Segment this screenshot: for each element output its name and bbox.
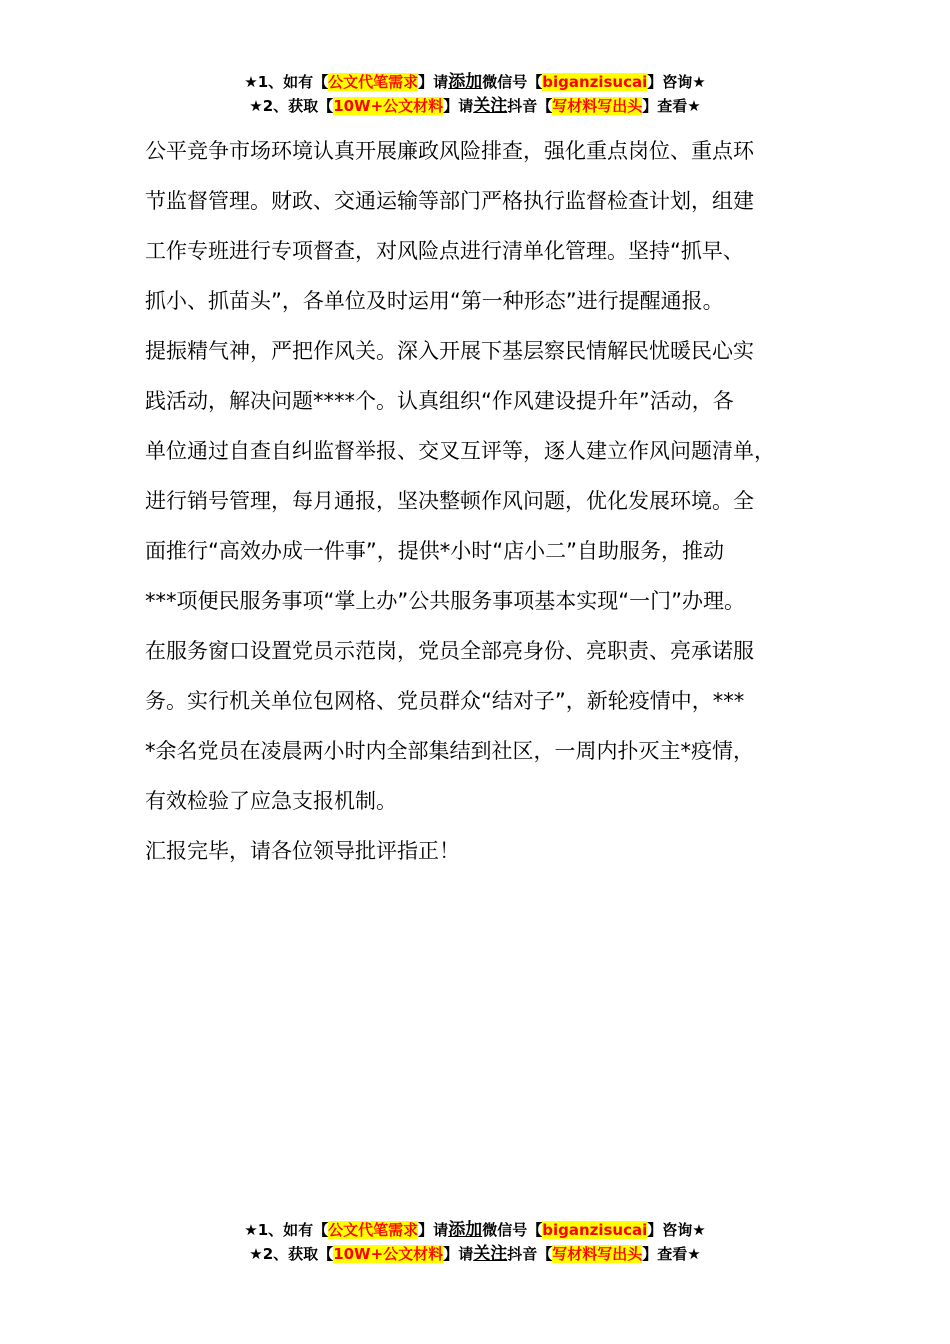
banner-line-1	[0, 70, 950, 94]
banner-text: ★2、获取【	[249, 97, 334, 115]
body-line: ***项便民服务事项“掌上办”公共服务事项基本实现“一门”办理。	[145, 589, 746, 613]
header-banner	[0, 70, 950, 118]
banner-line-2	[0, 1242, 950, 1266]
banner-text: 】咨询★	[647, 73, 706, 91]
highlight-douyin-account: 写材料写出头	[552, 97, 643, 115]
footer-banner	[0, 1218, 950, 1266]
highlight-materials: 10W+公文材料	[333, 1245, 444, 1263]
body-line: *余名党员在凌晨两小时内全部集结到社区，一周内扑灭主*疫情，	[145, 739, 754, 763]
body-line: 公平竞争市场环境认真开展廉政风险排查，强化重点岗位、重点环	[145, 139, 754, 163]
highlight-service: 公文代笔需求	[328, 73, 419, 91]
highlight-douyin-account: 写材料写出头	[552, 1245, 643, 1263]
banner-text: 】咨询★	[647, 1221, 706, 1239]
body-line: 提振精气神，严把作风关。深入开展下基层察民情解民忧暖民心实	[145, 339, 754, 363]
highlight-wechat-id: biganzisucai	[542, 73, 648, 91]
body-line: 在服务窗口设置党员示范岗，党员全部亮身份、亮职责、亮承诺服	[145, 639, 754, 663]
underline-add: 添加	[448, 1220, 483, 1240]
underline-add: 添加	[448, 72, 483, 92]
banner-text: ★1、如有【	[244, 1221, 329, 1239]
banner-text: 微信号【	[482, 73, 543, 91]
body-line: 有效检验了应急支报机制。	[145, 789, 397, 813]
body-line: 务。实行机关单位包网格、党员群众“结对子”，新轮疫情中，***	[145, 689, 745, 713]
banner-text: ★1、如有【	[244, 73, 329, 91]
banner-text: 】请	[443, 97, 474, 115]
body-line: 抓小、抓苗头”，各单位及时运用“第一种形态”进行提醒通报。	[145, 289, 724, 313]
highlight-service: 公文代笔需求	[328, 1221, 419, 1239]
banner-line-1	[0, 1218, 950, 1242]
body-line: 进行销号管理，每月通报，坚决整顿作风问题，优化发展环境。全	[145, 489, 754, 513]
body-line: 工作专班进行专项督查，对风险点进行清单化管理。坚持“抓早、	[145, 239, 744, 263]
underline-follow: 关注	[473, 1244, 508, 1264]
closing-line: 汇报完毕，请各位领导批评指正！	[145, 839, 460, 863]
banner-text: 微信号【	[482, 1221, 543, 1239]
banner-text: 】请	[418, 73, 449, 91]
document-body	[145, 126, 835, 876]
banner-text: 】查看★	[642, 1245, 701, 1263]
banner-text: ★2、获取【	[249, 1245, 334, 1263]
highlight-wechat-id: biganzisucai	[542, 1221, 648, 1239]
banner-text: 抖音【	[507, 97, 553, 115]
banner-text: 抖音【	[507, 1245, 553, 1263]
body-line: 践活动，解决问题****个。认真组织“作风建设提升年”活动，各	[145, 389, 734, 413]
body-line: 面推行“高效办成一件事”，提供*小时“店小二”自助服务，推动	[145, 539, 725, 563]
body-line: 节监督管理。财政、交通运输等部门严格执行监督检查计划，组建	[145, 189, 754, 213]
banner-text: 】查看★	[642, 97, 701, 115]
underline-follow: 关注	[473, 96, 508, 116]
highlight-materials: 10W+公文材料	[333, 97, 444, 115]
banner-text: 】请	[418, 1221, 449, 1239]
body-line: 单位通过自查自纠监督举报、交叉互评等，逐人建立作风问题清单，	[145, 439, 775, 463]
banner-text: 】请	[443, 1245, 474, 1263]
banner-line-2	[0, 94, 950, 118]
